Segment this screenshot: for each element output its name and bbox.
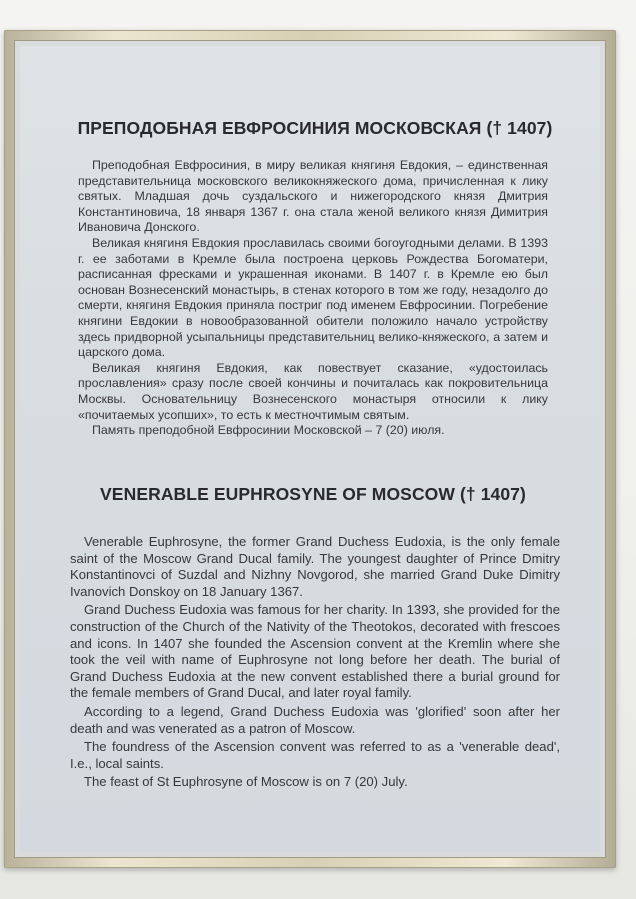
- english-paragraph: Venerable Euphrosyne, the former Grand Duchess Eudoxia, is the only female saint of the Moscow Grand Ducal family. The youngest daughter of Prince Dmitry Konstantinovci of Suzdal and Nizhny Novgorod, she married Grand Duke Dimitry Ivanovich Donskoy on 18 January 1367.: [70, 534, 560, 599]
- russian-paragraph: Великая княгиня Евдокия, как повествует сказание, «удостоилась прославления» сразу после своей кончины и почиталась как покровительница Москвы. Основательницу Вознесенского монастыря относили к лику «почитаемых усопших», то есть к местночтимым святым.: [78, 360, 548, 422]
- english-title: VENERABLE EUPHROSYNE OF MOSCOW († 1407): [100, 484, 526, 504]
- english-paragraph: Grand Duchess Eudoxia was famous for her charity. In 1393, she provided for the construction of the Church of the Nativity of the Theotokos, decorated with frescoes and icons. In 1407 she founded the Ascension convent at the Kremlin where she took the veil with name of Euphrosyne not long before her death. The burial of Grand Duchess Eudoxia at the new convent established there a burial ground for the female members of Grand Ducal, and later royal family.: [70, 602, 560, 701]
- russian-paragraph: Великая княгиня Евдокия прославилась своими богоугодными делами. В 1393 г. ее заботами в Кремле была построена церковь Рождества Богоматери, расписанная фресками и украшенная иконами. В 1407 г. в Кремле ею был основан Вознесенский монастырь, в стенах которого в том же году, незадолго до смерти, княгиня Евдокия приняла постриг под именем Евфросинии. Погребение княгини Евдокии в новообразованной обители положило начало устройству здесь придворной усыпальницы представительниц велико-княжеского, а затем и царского дома.: [78, 235, 548, 360]
- russian-title: ПРЕПОДОБНАЯ ЕВФРОСИНИЯ МОСКОВСКАЯ († 1407): [77, 118, 553, 138]
- english-text: [70, 534, 560, 793]
- russian-paragraph: Преподобная Евфросиния, в миру великая княгиня Евдокия, – единственная представительница московского великокняжеского дома, причисленная к лику святых. Младшая дочь суздальского и нижегородского князя Дмитрия Константиновича, 18 января 1367 г. она стала женой великого князя Димитрия Ивановича Донского.: [78, 158, 548, 235]
- information-poster: [20, 46, 600, 852]
- english-paragraph: The feast of St Euphrosyne of Moscow is on 7 (20) July.: [84, 774, 408, 790]
- english-paragraph: The foundress of the Ascension convent was referred to as a 'venerable dead', I.e., local saints.: [70, 739, 560, 771]
- russian-text: [78, 158, 548, 439]
- picture-frame: [4, 30, 616, 868]
- english-paragraph: According to a legend, Grand Duchess Eudoxia was 'glorified' soon after her death and was venerated as a patron of Moscow.: [70, 703, 560, 736]
- russian-paragraph: Память преподобной Евфросинии Московской – 7 (20) июля.: [92, 423, 445, 438]
- frame-mat: [14, 40, 606, 858]
